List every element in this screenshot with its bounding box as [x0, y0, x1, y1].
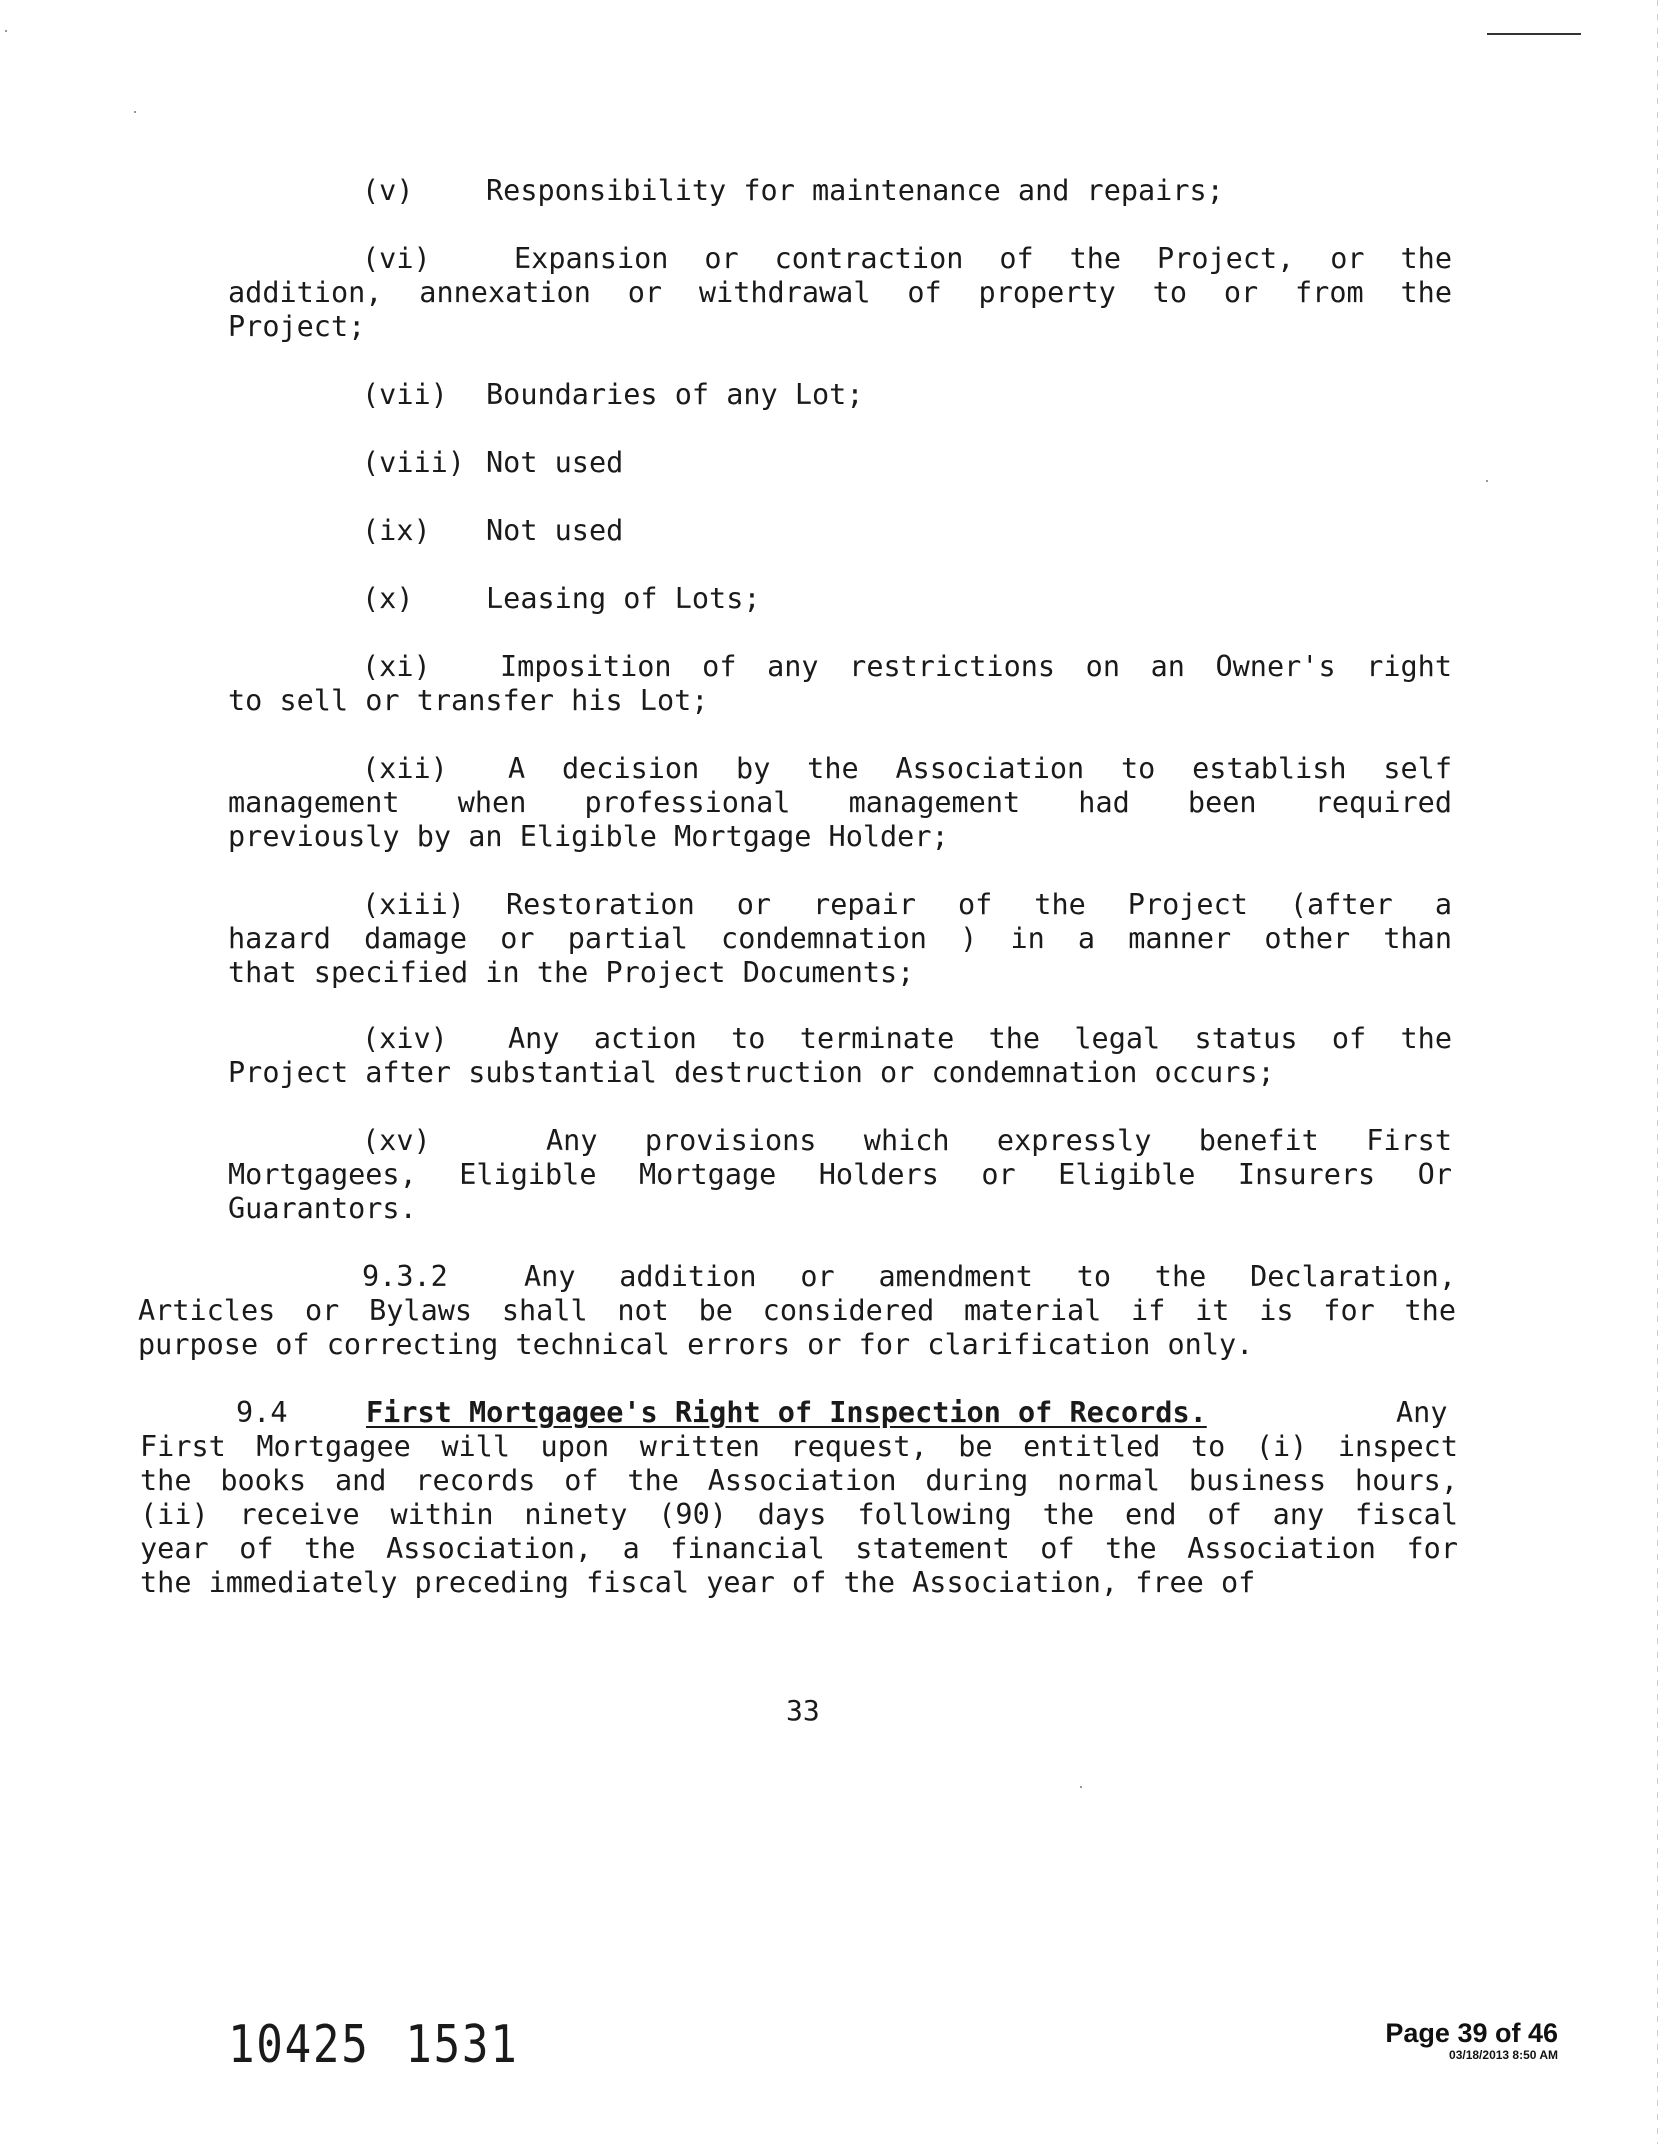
item-text-line: Imposition of any restrictions on an Owner's right	[500, 650, 1452, 683]
item-text-line: Leasing of Lots;	[486, 582, 761, 615]
item-marker: (x)	[362, 582, 414, 615]
item-text-line: Not used	[486, 446, 624, 479]
stamp-page: 1531	[405, 2015, 519, 2075]
item-marker: (v)	[362, 174, 414, 207]
item-marker: (xiv)	[362, 1022, 448, 1055]
item-text-line: Restoration or repair of the Project (after a	[506, 888, 1452, 921]
section-text-line: the books and records of the Association during normal business hours,	[140, 1464, 1458, 1497]
item-marker: (xiii)	[362, 888, 465, 921]
section-number: 9.3.2	[362, 1260, 448, 1293]
section-heading: First Mortgagee's Right of Inspection of Records.	[366, 1396, 1207, 1429]
scan-mark	[1487, 33, 1581, 35]
item-marker: (ix)	[362, 514, 431, 547]
item-marker: (vii)	[362, 378, 448, 411]
page-number: 33	[786, 1694, 820, 1727]
item-text-line: Any provisions which expressly benefit First	[546, 1124, 1452, 1157]
item-text-line: Project;	[228, 310, 366, 343]
item-text-line: Boundaries of any Lot;	[486, 378, 864, 411]
section-text-line: purpose of correcting technical errors or for clarification only.	[138, 1328, 1254, 1361]
scan-speck	[5, 30, 7, 32]
item-text-line: that specified in the Project Documents;	[228, 956, 915, 989]
scan-edge	[1657, 0, 1658, 2144]
item-text-line: Expansion or contraction of the Project, or the	[514, 242, 1452, 275]
section-text-line: year of the Association, a financial statement of the Association for	[140, 1532, 1458, 1565]
item-text-line: Project after substantial destruction or condemnation occurs;	[228, 1056, 1275, 1089]
stamp-book: 10425	[228, 2015, 370, 2075]
scan-speck	[1486, 480, 1488, 482]
item-text-line: Guarantors.	[228, 1192, 417, 1225]
item-text-line: previously by an Eligible Mortgage Holder;	[228, 820, 949, 853]
section-text-line: the immediately preceding fiscal year of the Association, free of	[140, 1566, 1256, 1599]
item-text-line: Any action to terminate the legal status of the	[508, 1022, 1452, 1055]
item-text-line: Not used	[486, 514, 624, 547]
recorder-page-label: Page 39 of 46	[1385, 2018, 1558, 2048]
section-text-line: First Mortgagee will upon written request, be entitled to (i) inspect	[140, 1430, 1458, 1463]
section-text-line: Articles or Bylaws shall not be considered material if it is for the	[138, 1294, 1456, 1327]
section-text-line: Any	[1396, 1396, 1448, 1429]
item-text-line: addition, annexation or withdrawal of property to or from the	[228, 276, 1452, 309]
scan-speck	[134, 111, 136, 113]
item-text-line: A decision by the Association to establish self	[508, 752, 1452, 785]
section-text-line: Any addition or amendment to the Declaration,	[524, 1260, 1456, 1293]
recorder-stamp	[1385, 2018, 1558, 2062]
book-page-stamp	[228, 2015, 554, 2075]
item-text-line: Mortgagees, Eligible Mortgage Holders or Eligible Insurers Or	[228, 1158, 1452, 1191]
item-text-line: hazard damage or partial condemnation ) in a manner other than	[228, 922, 1452, 955]
item-text-line: management when professional management had been required	[228, 786, 1452, 819]
section-text-line: (ii) receive within ninety (90) days following the end of any fiscal	[140, 1498, 1458, 1531]
item-text-line: to sell or transfer his Lot;	[228, 684, 709, 717]
item-text-line: Responsibility for maintenance and repairs;	[486, 174, 1224, 207]
scan-speck	[1080, 1786, 1082, 1788]
item-marker: (vi)	[362, 242, 431, 275]
section-number: 9.4	[236, 1396, 288, 1429]
recorder-timestamp: 03/18/2013 8:50 AM	[1449, 2048, 1558, 2062]
item-marker: (xi)	[362, 650, 431, 683]
item-marker: (xii)	[362, 752, 448, 785]
item-marker: (xv)	[362, 1124, 431, 1157]
item-marker: (viii)	[362, 446, 465, 479]
